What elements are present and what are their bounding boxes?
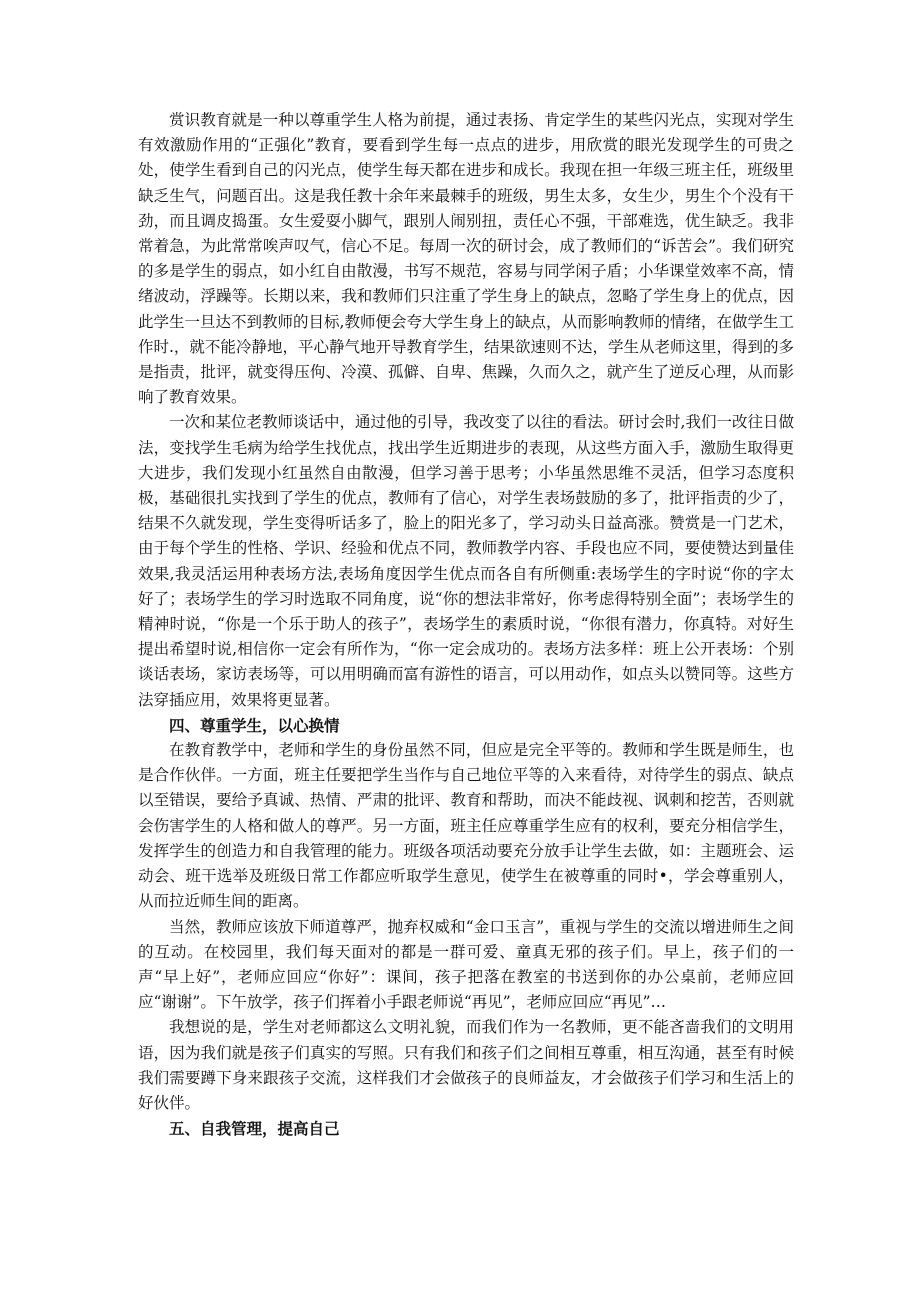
section-heading-self-management: 五、自我管理，提高自己	[169, 1119, 340, 1139]
paragraph-courtesy: 当然，教师应该放下师道尊严，抛弃权威和“金口玉言”，重视与学生的交流以增进师生之间的互动。在校园里，我们每天面对的都是一群可爱、童真无邪的孩子们。早上，孩子们的一声“早上好”，老师应回应“你好”：课间，孩子把落在教室的书送到你的办公桌前，老师应回应“谢谢”。下午放学，孩子们挥着小手跟老师说“再见”，老师应回应“再见”…	[138, 917, 794, 1012]
paragraph-equality: 在教育教学中，老师和学生的身份虽然不同，但应是完全平等的。教师和学生既是师生，也是合作伙伴。一方面，班主任要把学生当作与自己地位平等的入来看待，对待学生的弱点、缺点以至错误，要给予真诚、热情、严肃的批评、教育和帮助，而决不能歧视、讽刺和挖苦，否则就会伤害学生的人格和做人的尊严。另一方面，班主任应尊重学生应有的权利，要充分相信学生，发挥学生的创造力和自我管理的能力。班级各项活动要充分放手让学生去做，如：主题班会、运动会、班干选举及班级日常工作都应听取学生意见，使学生在被尊重的同时•，学会尊重别人，从而拉近师生间的距离。	[138, 741, 794, 911]
paragraph-appreciation-education: 赏识教育就是一种以尊重学生人格为前提，通过表扬、肯定学生的某些闪光点，实现对学生有效激励作用的“正强化”教育，要看到学生每一点点的进步，用欣赏的眼光发现学生的可贵之处，使学生看到自己的闪光点，使学生每天都在进步和成长。我现在担一年级三班主任，班级里缺乏生气，问题百出。这是我任教十余年来最棘手的班级，男生太多，女生少，男生个个没有干劲，而且调皮捣蛋。女生爱耍小脚气，跟别人闹别扭，责任心不强，干部难选，优生缺乏。我非常着急，为此常常唉声叹气，信心不足。每周一次的研讨会，成了教师们的“诉苦会”。我们研究的多是学生的弱点，如小红自由散漫，书写不规范，容易与同学闲子盾；小华课堂效率不高，情绪波动，浮躁等。长期以来，我和教师们只注重了学生身上的缺点，忽略了学生身上的优点，因此学生一旦达不到教师的目标,教师便会夸大学生身上的缺点，从而影响教师的情绪，在做学生工作时.，就不能冷静地，平心静气地开导教育学生，结果欲速则不达，学生从老师这里，得到的多是指责，批评，就变得压佝、冷漠、孤僻、自卑、焦躁，久而久之，就产生了逆反心理，从而影响了教育效果。	[138, 111, 794, 407]
document-body	[138, 108, 794, 1141]
section-heading-respect-students: 四、尊重学生，以心换情	[169, 715, 340, 735]
paragraph-teacher-conversation: 一次和某位老教师谈话中，通过他的引导，我改变了以往的看法。研讨会时,我们一改往日做法，变找学生毛病为给学生找优点，找出学生近期进步的表现，从这些方面入手，激励生取得更大进步，我们发现小红虽然自由散漫，但学习善于思考；小华虽然思维不灵活，但学习态度积极，基础很扎实找到了学生的优点，教师有了信心，对学生表场鼓励的多了，批评指责的少了，结果不久就发现，学生变得听话多了，脸上的阳光多了，学习动头日益高涨。赞赏是一门艺术，由于每个学生的性格、学识、经验和优点不同，教师教学内容、手段也应不同，要使赞达到量佳效果,我灵活运用种表场方法,表场角度因学生优点而各自有所侧重:表场学生的字时说“你的字太好了；表场学生的学习时选取不同角度，说“你的想法非常好，你考虑得特别全面”；表场学生的精神时说，“你是一个乐于助人的孩子”，表场学生的素质时说，“你很有潜力，你真特。对好生提出希望时说,相信你一定会有所作为，“你一定会成功的。表场方法多样：班上公开表场：个别谈话表场，家访表场等，可以用明确而富有游性的语言，可以用动作，如点头以赞同等。这些方法穿插应用，效果将更显著。	[138, 413, 794, 709]
paragraph-civil-language: 我想说的是，学生对老师都这么文明礼貌，而我们作为一名教师，更不能吝啬我们的文明用语，因为我们就是孩子们真实的写照。只有我们和孩子们之间相互尊重，相互沟通，甚至有时候我们需要蹲下身来跟孩子交流，这样我们才会做孩子的良师益友，才会做孩子们学习和生活上的好伙伴。	[138, 1018, 794, 1112]
